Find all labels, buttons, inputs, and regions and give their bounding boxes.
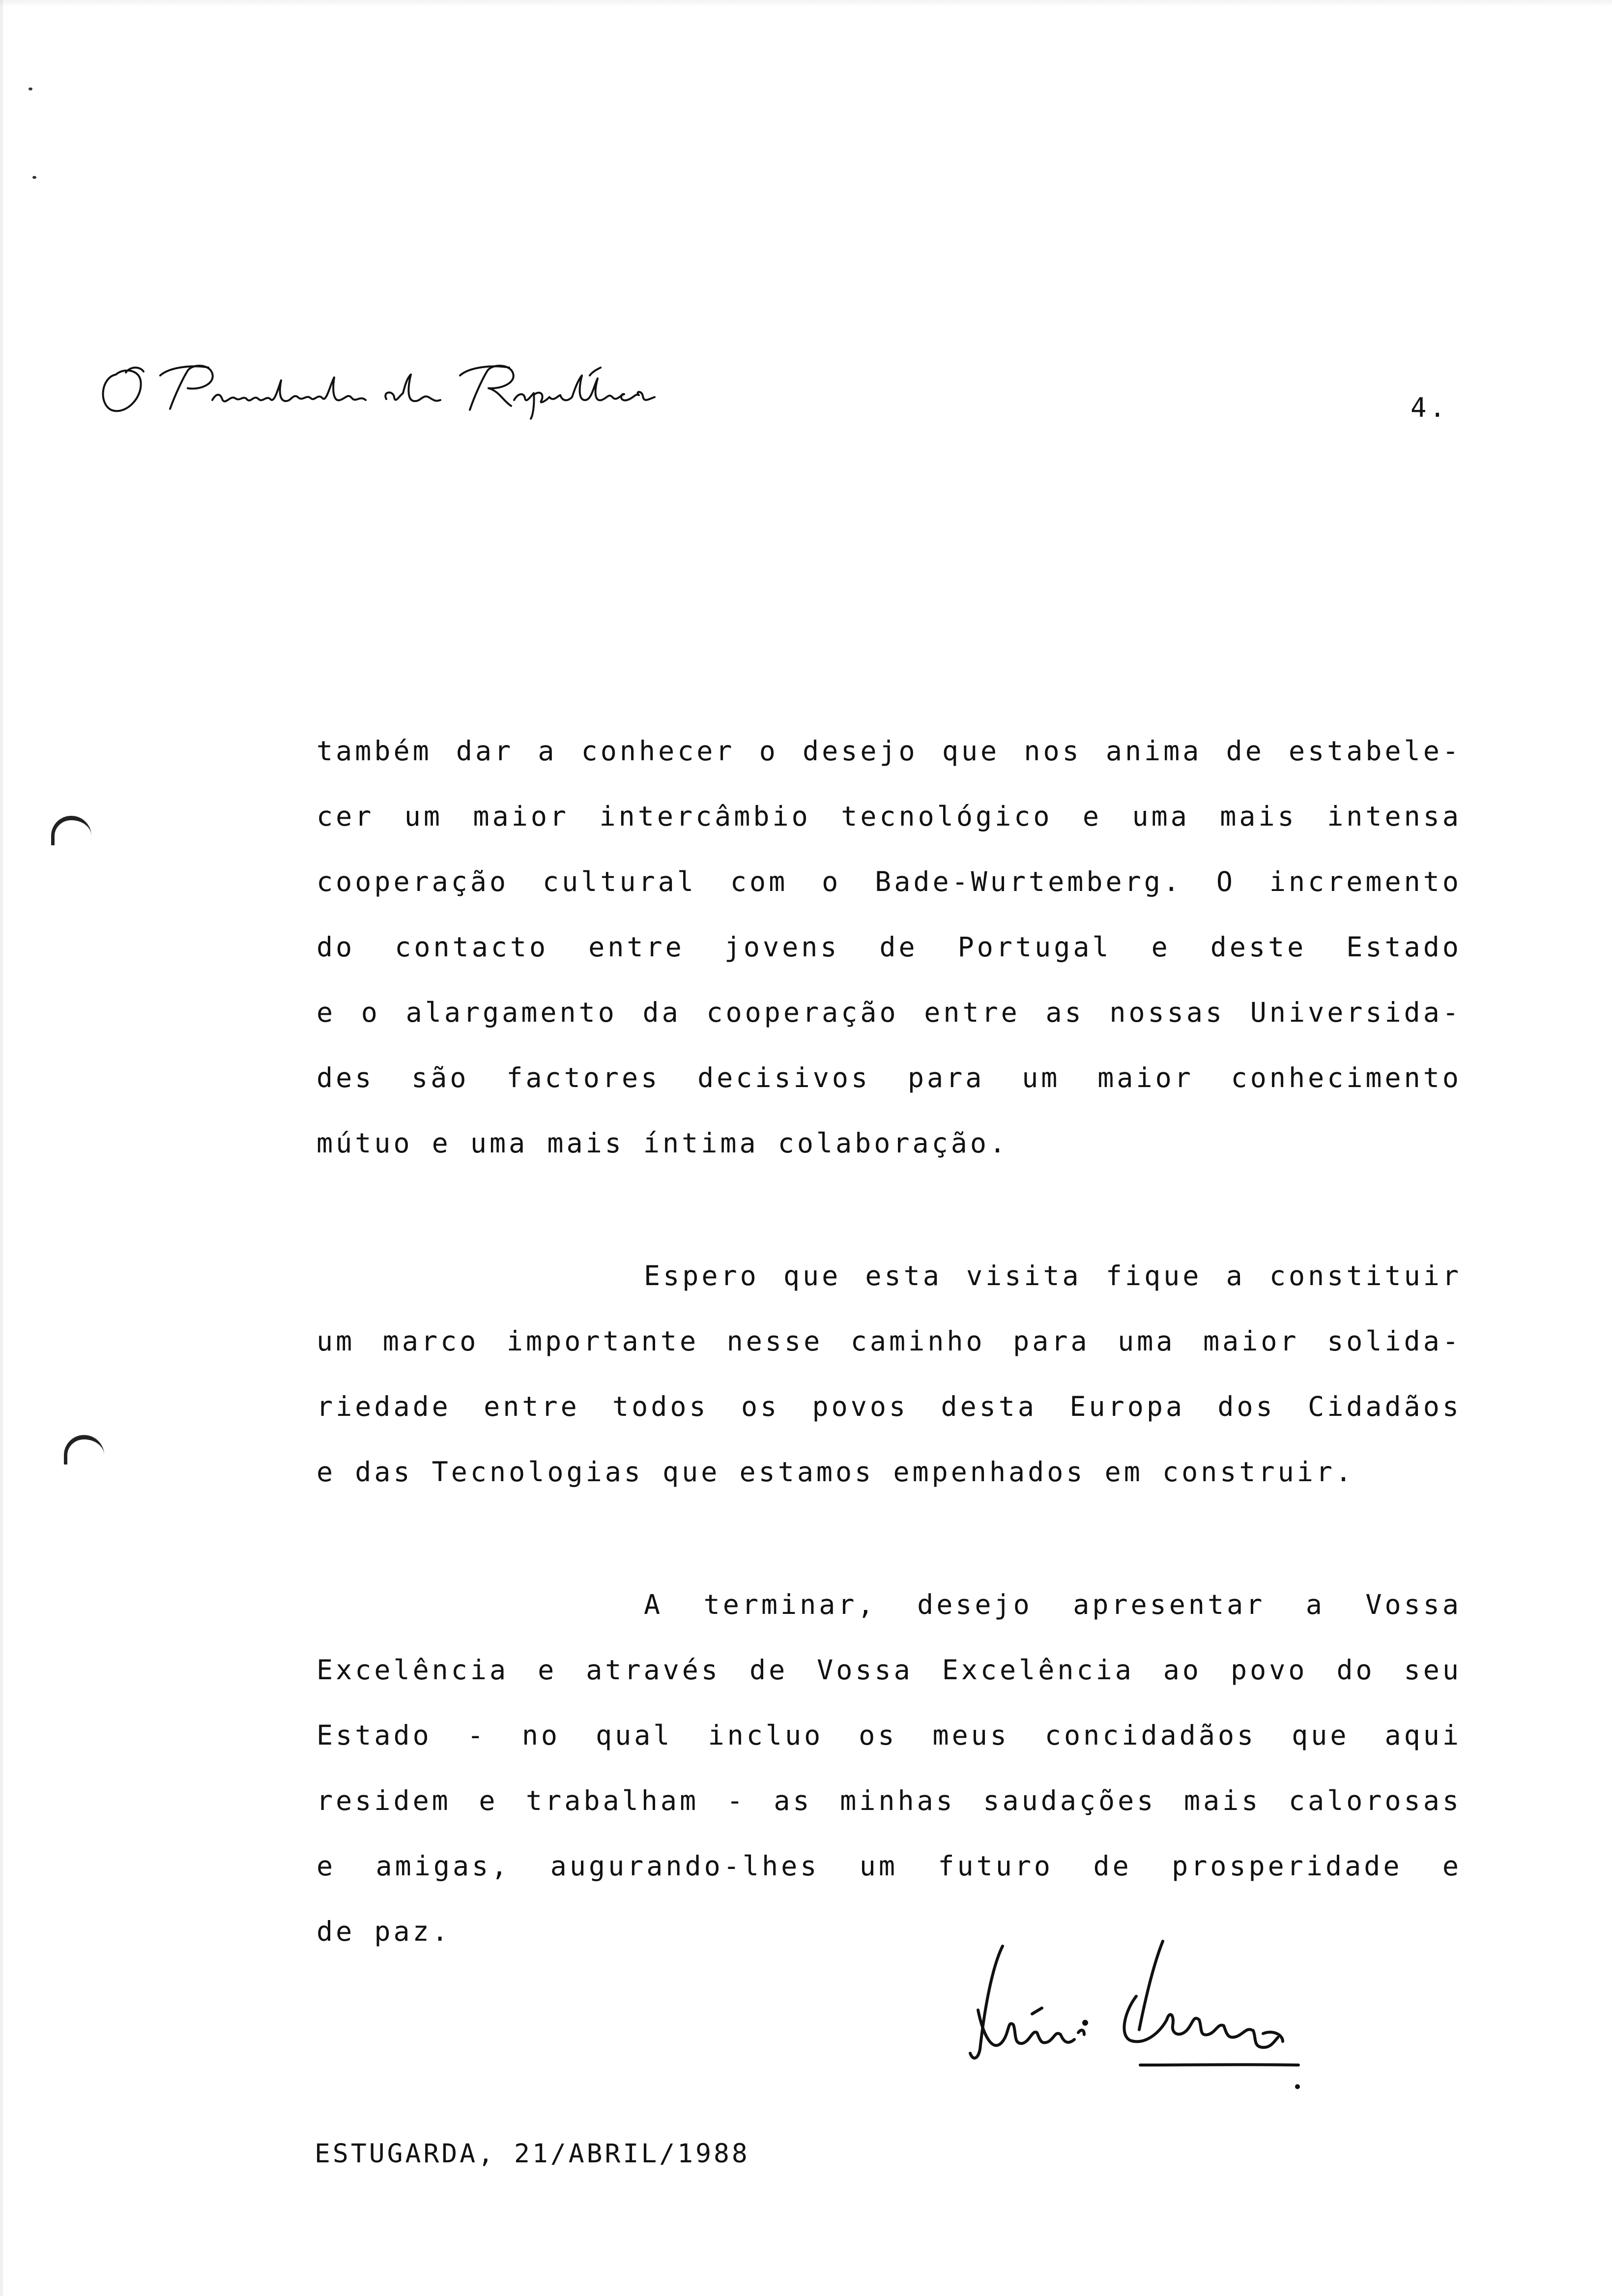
paragraph-3 (317, 1572, 1462, 1964)
text-line: cooperação cultural com o Bade-Wurtemberg. O incremento (317, 866, 1462, 897)
text-line: de paz. (317, 1916, 451, 1947)
text-line: e amigas, augurando-lhes um futuro de prosperidade e (317, 1850, 1462, 1882)
letterhead-logo (96, 361, 706, 420)
text-line: e das Tecnologias que estamos empenhados em construir. (317, 1456, 1355, 1488)
text-line: Espero que esta visita fique a constituir (644, 1260, 1462, 1292)
letter-body (317, 718, 1462, 1964)
text-line: cer um maior intercâmbio tecnológico e uma mais intensa (317, 801, 1462, 832)
text-line: e o alargamento da cooperação entre as nossas Universida- (317, 997, 1462, 1028)
binder-hole-mark (51, 816, 91, 845)
place-and-date: ESTUGARDA, 21/ABRIL/1988 (315, 2139, 750, 2169)
text-line: também dar a conhecer o desejo que nos anima de estabele- (317, 735, 1462, 767)
paragraph-2 (317, 1243, 1462, 1505)
signature-drawing (958, 1936, 1352, 2098)
scan-edge-top (0, 0, 1612, 7)
scan-speck (29, 87, 32, 90)
page-number: 4. (1410, 392, 1449, 423)
text-line: do contacto entre jovens de Portugal e deste Estado (317, 931, 1462, 963)
text-line: residem e trabalham - as minhas saudações mais calorosas (317, 1785, 1462, 1816)
text-line: Estado - no qual incluo os meus concidadãos que aqui (317, 1720, 1462, 1751)
letterhead-script-drawing (96, 361, 706, 420)
scan-edge-left (0, 0, 3, 2296)
text-line: Excelência e através de Vossa Excelência ao povo do seu (317, 1654, 1462, 1686)
handwritten-signature (958, 1936, 1352, 2098)
ink-dot (1295, 2084, 1300, 2089)
text-line: mútuo e uma mais íntima colaboração. (317, 1127, 1009, 1159)
binder-hole-mark (64, 1435, 104, 1464)
text-line: A terminar, desejo apresentar a Vossa (644, 1589, 1462, 1620)
text-line: des são factores decisivos para um maior conhecimento (317, 1062, 1462, 1093)
paragraph-gap (317, 1505, 1462, 1572)
paragraph-1 (317, 718, 1462, 1176)
text-line: um marco importante nesse caminho para uma maior solida- (317, 1325, 1462, 1357)
text-line: riedade entre todos os povos desta Europa dos Cidadãos (317, 1391, 1462, 1422)
paragraph-gap (317, 1176, 1462, 1243)
scan-speck (32, 176, 36, 179)
